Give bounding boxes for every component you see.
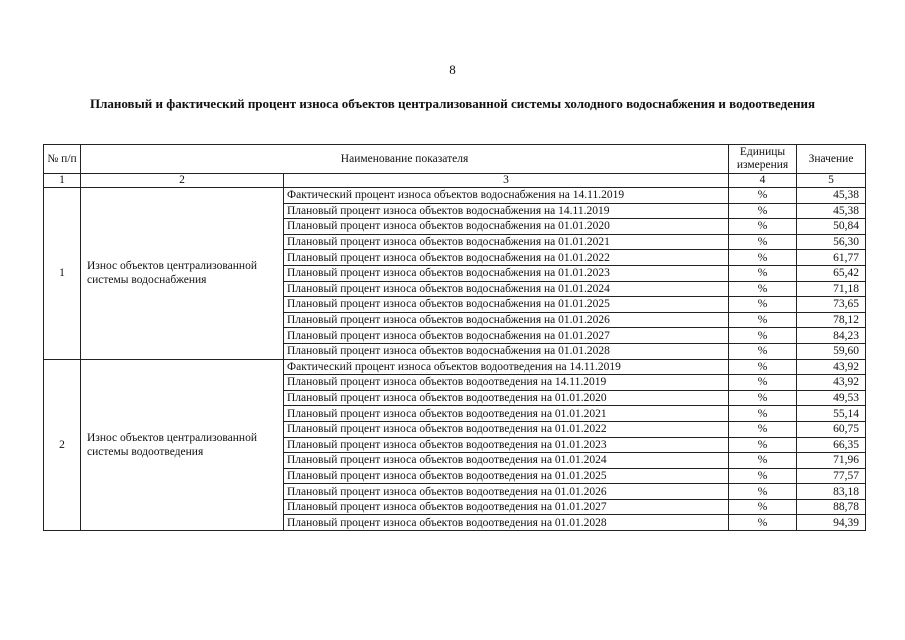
value-cell: 71,96 [797, 453, 866, 469]
indicator-cell: Плановый процент износа объектов водоснабжения на 01.01.2021 [284, 234, 729, 250]
unit-cell: % [729, 390, 797, 406]
unit-cell: % [729, 281, 797, 297]
indicator-cell: Плановый процент износа объектов водоотведения на 01.01.2026 [284, 484, 729, 500]
value-cell: 56,30 [797, 234, 866, 250]
value-cell: 94,39 [797, 515, 866, 531]
unit-cell: % [729, 468, 797, 484]
indicator-cell: Плановый процент износа объектов водоотведения на 01.01.2021 [284, 406, 729, 422]
header-num: № п/п [44, 145, 81, 174]
indicator-cell: Плановый процент износа объектов водоотведения на 01.01.2024 [284, 453, 729, 469]
value-cell: 43,92 [797, 375, 866, 391]
indicator-cell: Плановый процент износа объектов водоснабжения на 01.01.2026 [284, 312, 729, 328]
column-number-row [44, 174, 866, 188]
document-title: Плановый и фактический процент износа объектов централизованной системы холодного водоснабжения и водоотведения [89, 96, 815, 111]
unit-cell: % [729, 265, 797, 281]
group-number: 2 [44, 359, 81, 531]
indicator-cell: Фактический процент износа объектов водоотведения на 14.11.2019 [284, 359, 729, 375]
group-number: 1 [44, 188, 81, 360]
value-cell: 88,78 [797, 499, 866, 515]
indicator-cell: Плановый процент износа объектов водоотведения на 01.01.2020 [284, 390, 729, 406]
indicator-cell: Плановый процент износа объектов водоотведения на 01.01.2028 [284, 515, 729, 531]
unit-cell: % [729, 515, 797, 531]
unit-cell: % [729, 312, 797, 328]
indicator-cell: Плановый процент износа объектов водоотведения на 01.01.2022 [284, 421, 729, 437]
column-number: 4 [729, 174, 797, 188]
indicator-cell: Плановый процент износа объектов водоснабжения на 01.01.2028 [284, 343, 729, 359]
column-number: 1 [44, 174, 81, 188]
value-cell: 71,18 [797, 281, 866, 297]
indicator-cell: Плановый процент износа объектов водоотведения на 01.01.2025 [284, 468, 729, 484]
value-cell: 78,12 [797, 312, 866, 328]
unit-cell: % [729, 297, 797, 313]
indicator-cell: Плановый процент износа объектов водоснабжения на 01.01.2027 [284, 328, 729, 344]
unit-cell: % [729, 484, 797, 500]
value-cell: 60,75 [797, 421, 866, 437]
table-row [44, 359, 866, 375]
value-cell: 43,92 [797, 359, 866, 375]
value-cell: 55,14 [797, 406, 866, 422]
table-header-row [44, 145, 866, 174]
column-number: 5 [797, 174, 866, 188]
column-number: 3 [284, 174, 729, 188]
indicator-cell: Фактический процент износа объектов водоснабжения на 14.11.2019 [284, 188, 729, 204]
unit-cell: % [729, 250, 797, 266]
group-name: Износ объектов централизованной системы водоснабжения [81, 188, 284, 360]
indicator-cell: Плановый процент износа объектов водоснабжения на 01.01.2025 [284, 297, 729, 313]
indicator-cell: Плановый процент износа объектов водоснабжения на 01.01.2020 [284, 219, 729, 235]
indicator-cell: Плановый процент износа объектов водоотведения на 01.01.2023 [284, 437, 729, 453]
table-body [44, 188, 866, 531]
value-cell: 45,38 [797, 188, 866, 204]
header-indicator: Наименование показателя [81, 145, 729, 174]
table-row [44, 188, 866, 204]
unit-cell: % [729, 188, 797, 204]
value-cell: 50,84 [797, 219, 866, 235]
unit-cell: % [729, 437, 797, 453]
header-unit: Единицы измерения [729, 145, 797, 174]
unit-cell: % [729, 234, 797, 250]
value-cell: 49,53 [797, 390, 866, 406]
indicator-cell: Плановый процент износа объектов водоснабжения на 14.11.2019 [284, 203, 729, 219]
unit-cell: % [729, 453, 797, 469]
column-number: 2 [81, 174, 284, 188]
unit-cell: % [729, 499, 797, 515]
group-name: Износ объектов централизованной системы водоотведения [81, 359, 284, 531]
value-cell: 61,77 [797, 250, 866, 266]
value-cell: 77,57 [797, 468, 866, 484]
indicator-cell: Плановый процент износа объектов водоотведения на 14.11.2019 [284, 375, 729, 391]
unit-cell: % [729, 219, 797, 235]
unit-cell: % [729, 421, 797, 437]
page-number: 8 [449, 62, 456, 77]
value-cell: 83,18 [797, 484, 866, 500]
indicator-cell: Плановый процент износа объектов водоотведения на 01.01.2027 [284, 499, 729, 515]
value-cell: 59,60 [797, 343, 866, 359]
unit-cell: % [729, 328, 797, 344]
unit-cell: % [729, 375, 797, 391]
unit-cell: % [729, 203, 797, 219]
unit-cell: % [729, 359, 797, 375]
value-cell: 45,38 [797, 203, 866, 219]
unit-cell: % [729, 343, 797, 359]
indicator-cell: Плановый процент износа объектов водоснабжения на 01.01.2024 [284, 281, 729, 297]
value-cell: 65,42 [797, 265, 866, 281]
header-value: Значение [797, 145, 866, 174]
value-cell: 84,23 [797, 328, 866, 344]
indicator-cell: Плановый процент износа объектов водоснабжения на 01.01.2023 [284, 265, 729, 281]
value-cell: 73,65 [797, 297, 866, 313]
indicator-cell: Плановый процент износа объектов водоснабжения на 01.01.2022 [284, 250, 729, 266]
unit-cell: % [729, 406, 797, 422]
value-cell: 66,35 [797, 437, 866, 453]
wear-table [43, 144, 866, 531]
